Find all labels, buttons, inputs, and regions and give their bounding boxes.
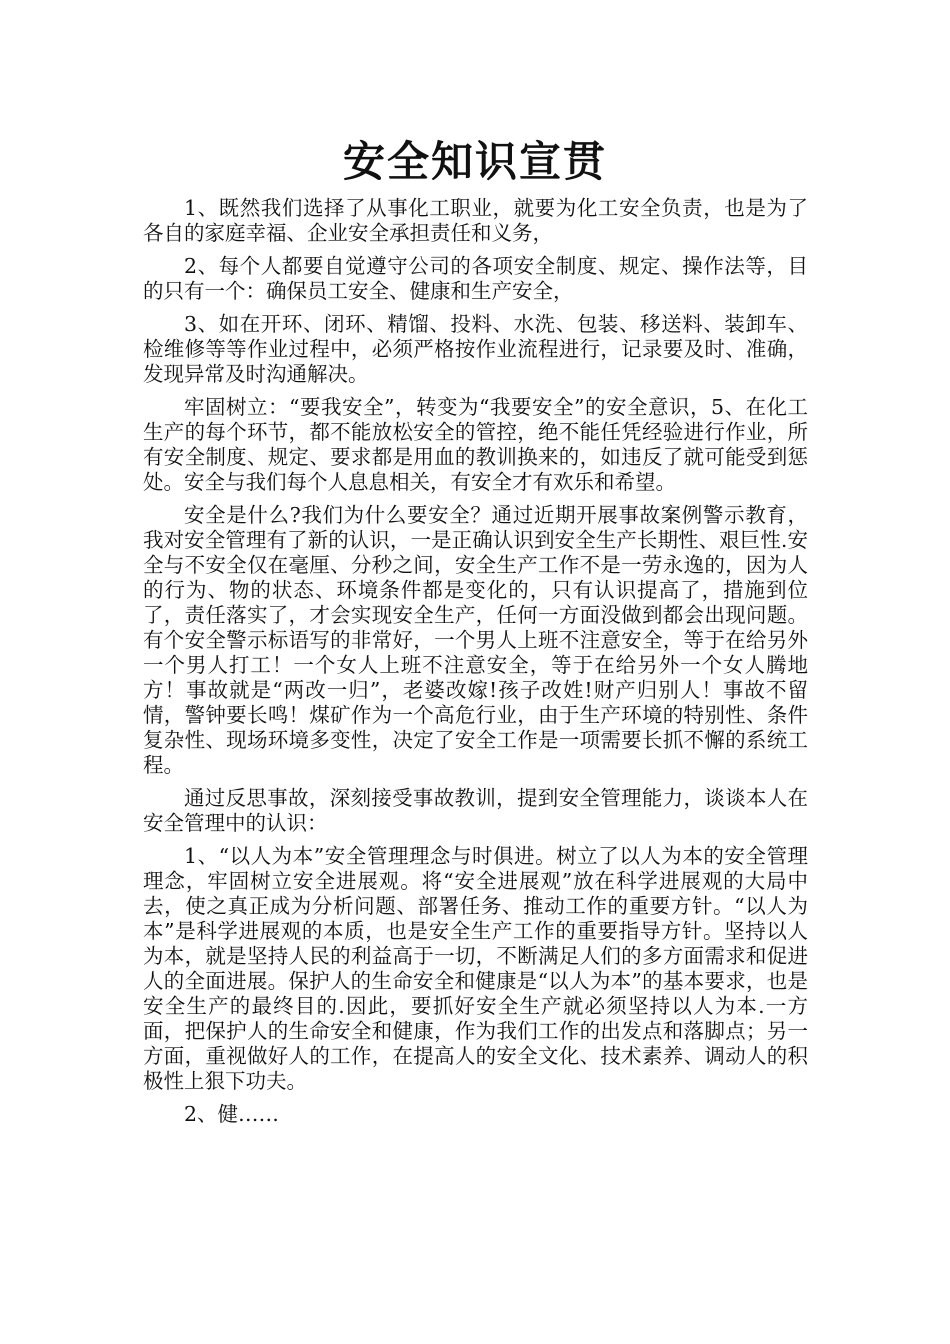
paragraph-8: 2、健…… <box>184 1102 280 1126</box>
paragraph-1: 1、既然我们选择了从事化工职业，就要为化工安全负责，也是为了各自的家庭幸福、企业安全承担责任和义务， <box>143 196 808 245</box>
paragraph-4: 牢固树立：“要我安全”，转变为“我要安全”的安全意识，5、在化工生产的每个环节，都不能放松安全的管控，绝不能任凭经验进行作业，所有安全制度、规定、要求都是用血的教训换来的，如违反了就可能受到惩处。安全与我们每个人息息相关，有安全才有欢乐和希望。 <box>143 395 808 494</box>
paragraph-7: 1、“以人为本”安全管理理念与时俱进。树立了以人为本的安全管理理念，牢固树立安全进展观。将“安全进展观”放在科学进展观的大局中去，使之真正成为分析问题、部署任务、推动工作的重要方针。“以人为本”是科学进展观的本质，也是安全生产工作的重要指导方针。坚持以人为本，就是坚持人民的利益高于一切，不断满足人们的多方面需求和促进人的全面进展。保护人的生命安全和健康是“以人为本”的基本要求，也是安全生产的最终目的.因此，要抓好安全生产就必须坚持以人为本.一方面，把保护人的生命安全和健康，作为我们工作的出发点和落脚点；另一方面，重视做好人的工作，在提高人的安全文化、技术素养、调动人的积极性上狠下功夫。 <box>143 844 808 1093</box>
paragraph-2: 2、每个人都要自觉遵守公司的各项安全制度、规定、操作法等，目的只有一个：确保员工安全、健康和生产安全， <box>143 254 808 303</box>
paragraph-3: 3、如在开环、闭环、精馏、投料、水洗、包装、移送料、装卸车、检维修等等作业过程中，必须严格按作业流程进行，记录要及时、准确，发现异常及时沟通解决。 <box>143 312 808 386</box>
paragraph-5: 安全是什么?我们为什么要安全？通过近期开展事故案例警示教育，我对安全管理有了新的认识，一是正确认识到安全生产长期性、艰巨性.安全与不安全仅在毫厘、分秒之间，安全生产工作不是一劳永逸的，因为人的行为、物的状态、环境条件都是变化的，只有认识提高了，措施到位了，责任落实了，才会实现安全生产，任何一方面没做到都会出现问题。有个安全警示标语写的非常好，一个男人上班不注意安全，等于在给另外一个男人打工！一个女人上班不注意安全，等于在给另外一个女人腾地方！事故就是“两改一归”，老婆改嫁!孩子改姓!财产归别人！事故不留情，警钟要长鸣！煤矿作为一个高危行业，由于生产环境的特别性、条件复杂性、现场环境多变性，决定了安全工作是一项需要长抓不懈的系统工程。 <box>143 503 808 777</box>
document-title: 安全知识宣贯 <box>342 137 607 186</box>
document-body <box>143 196 808 1135</box>
paragraph-6: 通过反思事故，深刻接受事故教训，提到安全管理能力，谈谈本人在安全管理中的认识： <box>143 786 808 835</box>
